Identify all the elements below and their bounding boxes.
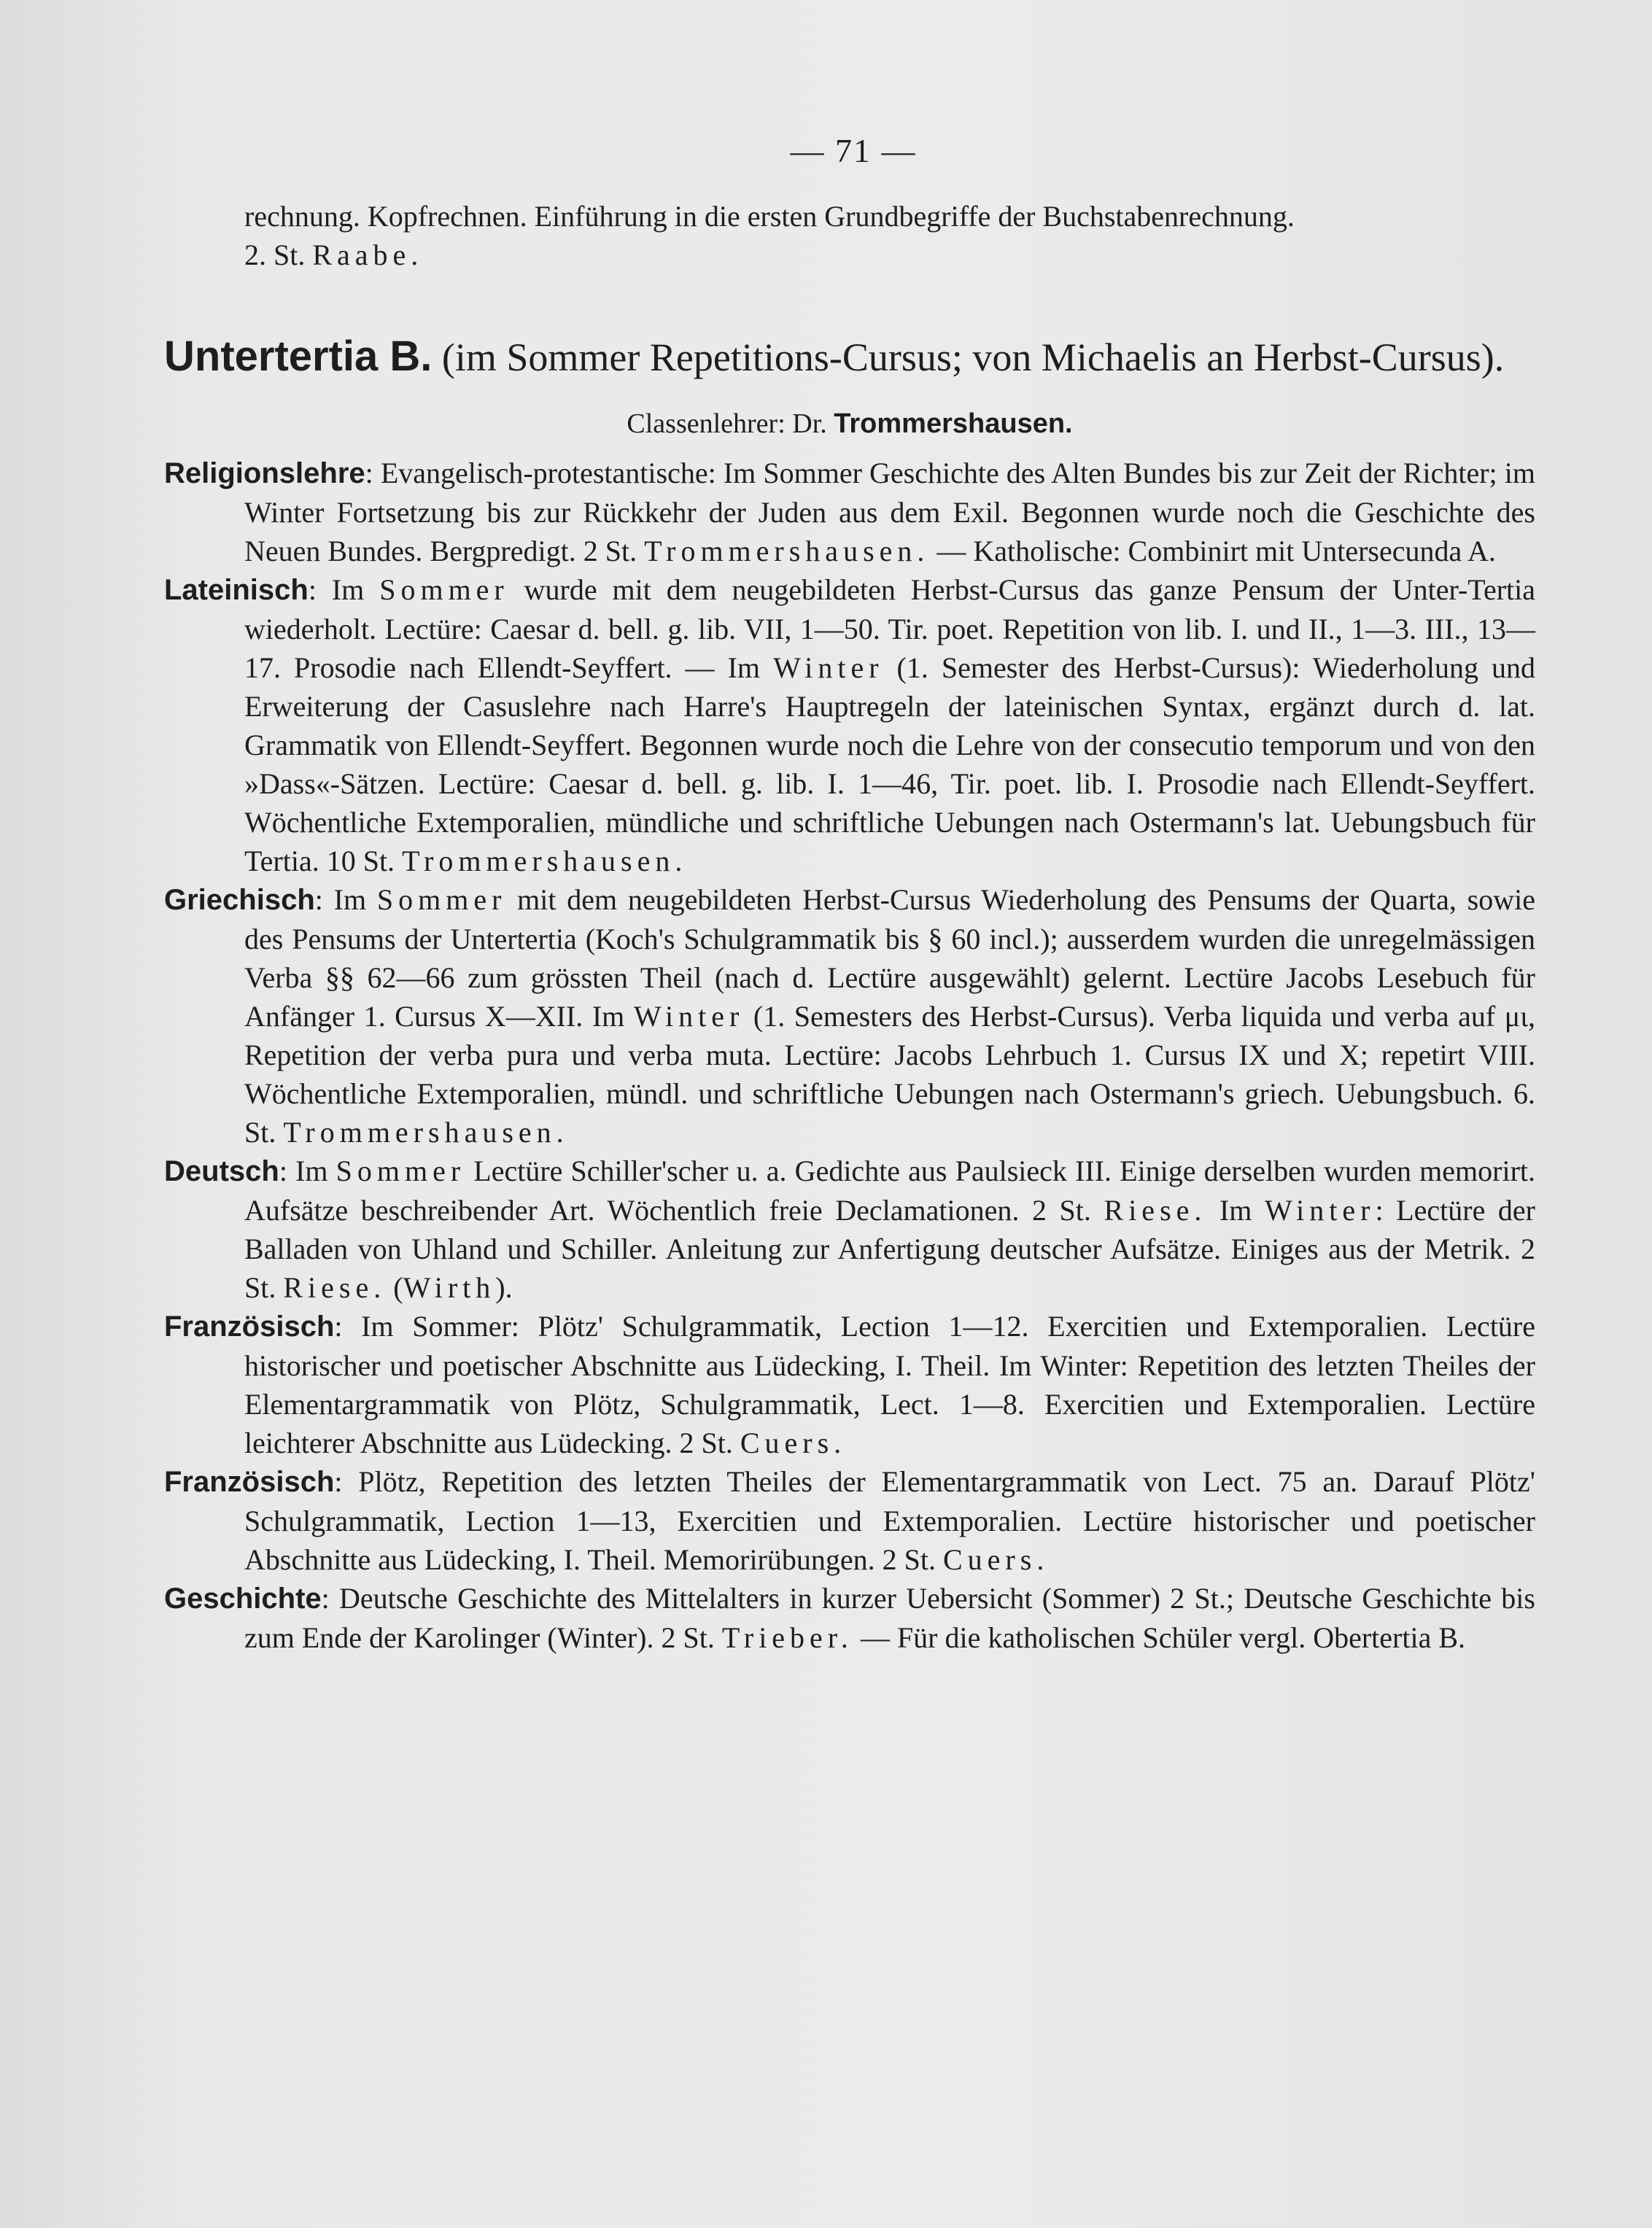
entry-text: : Im: [279, 1154, 336, 1187]
intro-paragraph: [164, 197, 1535, 236]
section-title-label: Untertertia B.: [164, 333, 433, 380]
entry-text: : Plötz, Repetition des letzten Theiles der Elementargrammatik von Lect. 75 an. Darauf Plötz' Schulgrammatik, Lection 1—13, Exercitien und Extemporalien. Lectüre historischer und poetischer Abschnitte aus Lüdecking, I. Theil. Memorirübungen. 2 St.: [244, 1465, 1535, 1576]
spaced-name: Sommer: [336, 1154, 466, 1187]
spaced-name: Trommershausen.: [283, 1116, 569, 1149]
page-content: [164, 197, 1535, 1657]
subject-name: Französisch: [164, 1466, 335, 1498]
subject-entries: [164, 454, 1535, 1657]
classenlehrer-line: [164, 405, 1535, 443]
entry-text: mit dem neugebildeten Herbst-Cursus Wiederholung des Pensums der Quarta, sowie des Pensums der Untertertia (Koch's Schulgrammatik bis § 60 incl.); ausserdem wurden die unregelmässigen Verba §§ 62—66 zum grössten Theil (nach d. Lectüre ausgewählt) gelernt. Lectüre Jacobs Lesebuch für Anfänger 1. Cursus X—XII. Im: [244, 883, 1536, 1033]
spaced-name: Sommer: [379, 573, 509, 606]
subject-name: Französisch: [164, 1311, 335, 1343]
subject-name: Griechisch: [164, 884, 315, 916]
entry-text: — Für die katholischen Schüler vergl. Obertertia B.: [853, 1621, 1465, 1654]
subject-name: Deutsch: [164, 1155, 279, 1187]
subject-name: Religionslehre: [164, 457, 365, 489]
intro-teacher: Raabe.: [312, 238, 424, 271]
spaced-name: Wirth: [403, 1271, 496, 1304]
intro-paragraph-line-2: [164, 236, 1535, 274]
entry-text: (: [386, 1271, 403, 1304]
subject-entry: [164, 880, 1535, 1152]
page-number: — 71 —: [790, 132, 917, 169]
intro-line-2: 2. St.: [244, 238, 313, 271]
entry-text: : Evangelisch-protestantische: Im Sommer Geschichte des Alten Bundes bis zur Zeit der Richter; im Winter Fortsetzung bis zur Rückkehr der Juden aus dem Exil. Begonnen wurde noch die Geschichte des Neuen Bundes. Bergpredigt. 2 St.: [244, 457, 1535, 567]
entry-text: (1. Semester des Herbst-Cursus): Wiederholung und Erweiterung der Casuslehre nach Harre's Hauptregeln der lateinischen Syntax, ergänzt durch d. lat. Grammatik von Ellendt-Seyffert. Begonnen wurde noch die Lehre von der consecutio temporum und von den »Dass«-Sätzen. Lectüre: Caesar d. bell. g. lib. I. 1—46, Tir. poet. lib. I. Prosodie nach Ellendt-Seyffert. Wöchentliche Extemporalien, mündliche und schriftliche Uebungen nach Ostermann's lat. Uebungsbuch für Tertia. 10 St.: [244, 651, 1535, 877]
subject-name: Lateinisch: [164, 574, 309, 606]
classenlehrer-name: Trommershausen.: [834, 408, 1073, 439]
intro-line-1: rechnung. Kopfrechnen. Einführung in die ersten Grundbegriffe der Buchstabenrechnung.: [244, 200, 1295, 233]
subject-name: Geschichte: [164, 1583, 322, 1615]
entry-text: Lectüre Schiller'scher u. a. Gedichte aus Paulsieck III. Einige derselben wurden memorirt. Aufsätze beschreibender Art. Wöchentlich freie Declamationen. 2 St.: [244, 1154, 1535, 1227]
section-title-subtitle: (im Sommer Repetitions-Cursus; von Michaelis an Herbst-Cursus).: [441, 335, 1505, 379]
entry-text: (1. Semesters des Herbst-Cursus). Verba liquida und verba auf μι, Repetition der verba pura und verba muta. Lectüre: Jacobs Lehrbuch 1. Cursus IX und X; repetirt VIII. Wöchentliche Extemporalien, mündl. und schriftliche Uebungen nach Ostermann's griech. Uebungsbuch. 6. St.: [244, 1000, 1535, 1149]
spaced-name: Winter: [773, 651, 884, 684]
entry-text: ).: [495, 1271, 513, 1304]
spaced-name: Trommershausen.: [402, 845, 688, 877]
spaced-name: Riese.: [283, 1271, 387, 1304]
entry-text: Im: [1206, 1194, 1265, 1227]
spaced-name: Winter: [633, 1000, 745, 1033]
section-title: [164, 331, 1535, 383]
subject-entry: [164, 1152, 1535, 1307]
spaced-name: Cuers.: [943, 1543, 1050, 1576]
subject-entry: [164, 1462, 1535, 1579]
classenlehrer-label: Classenlehrer: Dr.: [627, 408, 834, 439]
entry-text: : Im Sommer: Plötz' Schulgrammatik, Lection 1—12. Exercitien und Extemporalien. Lectüre historischer und poetischer Abschnitte aus Lüdecking, I. Theil. Im Winter: Repetition des letzten Theiles der Elementargrammatik von Plötz, Schulgrammatik, Lect. 1—8. Exercitien und Extemporalien. Lectüre leichterer Abschnitte aus Lüdecking. 2 St.: [244, 1310, 1535, 1459]
entry-text: : Im: [314, 883, 377, 916]
spaced-name: Trommershausen.: [644, 535, 930, 567]
entry-text: — Katholische: Combinirt mit Untersecunda A.: [929, 535, 1496, 567]
entry-text: : Deutsche Geschichte des Mittelalters in kurzer Uebersicht (Sommer) 2 St.; Deutsche Geschichte bis zum Ende der Karolinger (Winter). 2 St.: [244, 1582, 1535, 1654]
entry-text: wurde mit dem neugebildeten Herbst-Cursus das ganze Pensum der Unter-Tertia wiederholt. Lectüre: Caesar d. bell. g. lib. VII, 1—50. Tir. poet. Repetition von lib. I. und II., 1—3. III., 13—17. Prosodie nach Ellendt-Seyffert. — Im: [244, 573, 1536, 684]
subject-entry: [164, 1579, 1535, 1657]
spaced-name: Sommer: [376, 883, 507, 916]
entry-text: : Im: [308, 573, 380, 606]
entry-text: : Lectüre der Balladen von Uhland und Schiller. Anleitung zur Anfertigung deutscher Aufsätze. Einiges aus der Metrik. 2 St.: [244, 1194, 1535, 1304]
subject-entry: [164, 570, 1535, 880]
subject-entry: [164, 1307, 1535, 1462]
subject-entry: [164, 454, 1535, 570]
spaced-name: Winter: [1265, 1194, 1376, 1227]
spaced-name: Riese.: [1104, 1194, 1207, 1227]
spaced-name: Cuers.: [740, 1427, 847, 1459]
spaced-name: Trieber.: [721, 1621, 853, 1654]
